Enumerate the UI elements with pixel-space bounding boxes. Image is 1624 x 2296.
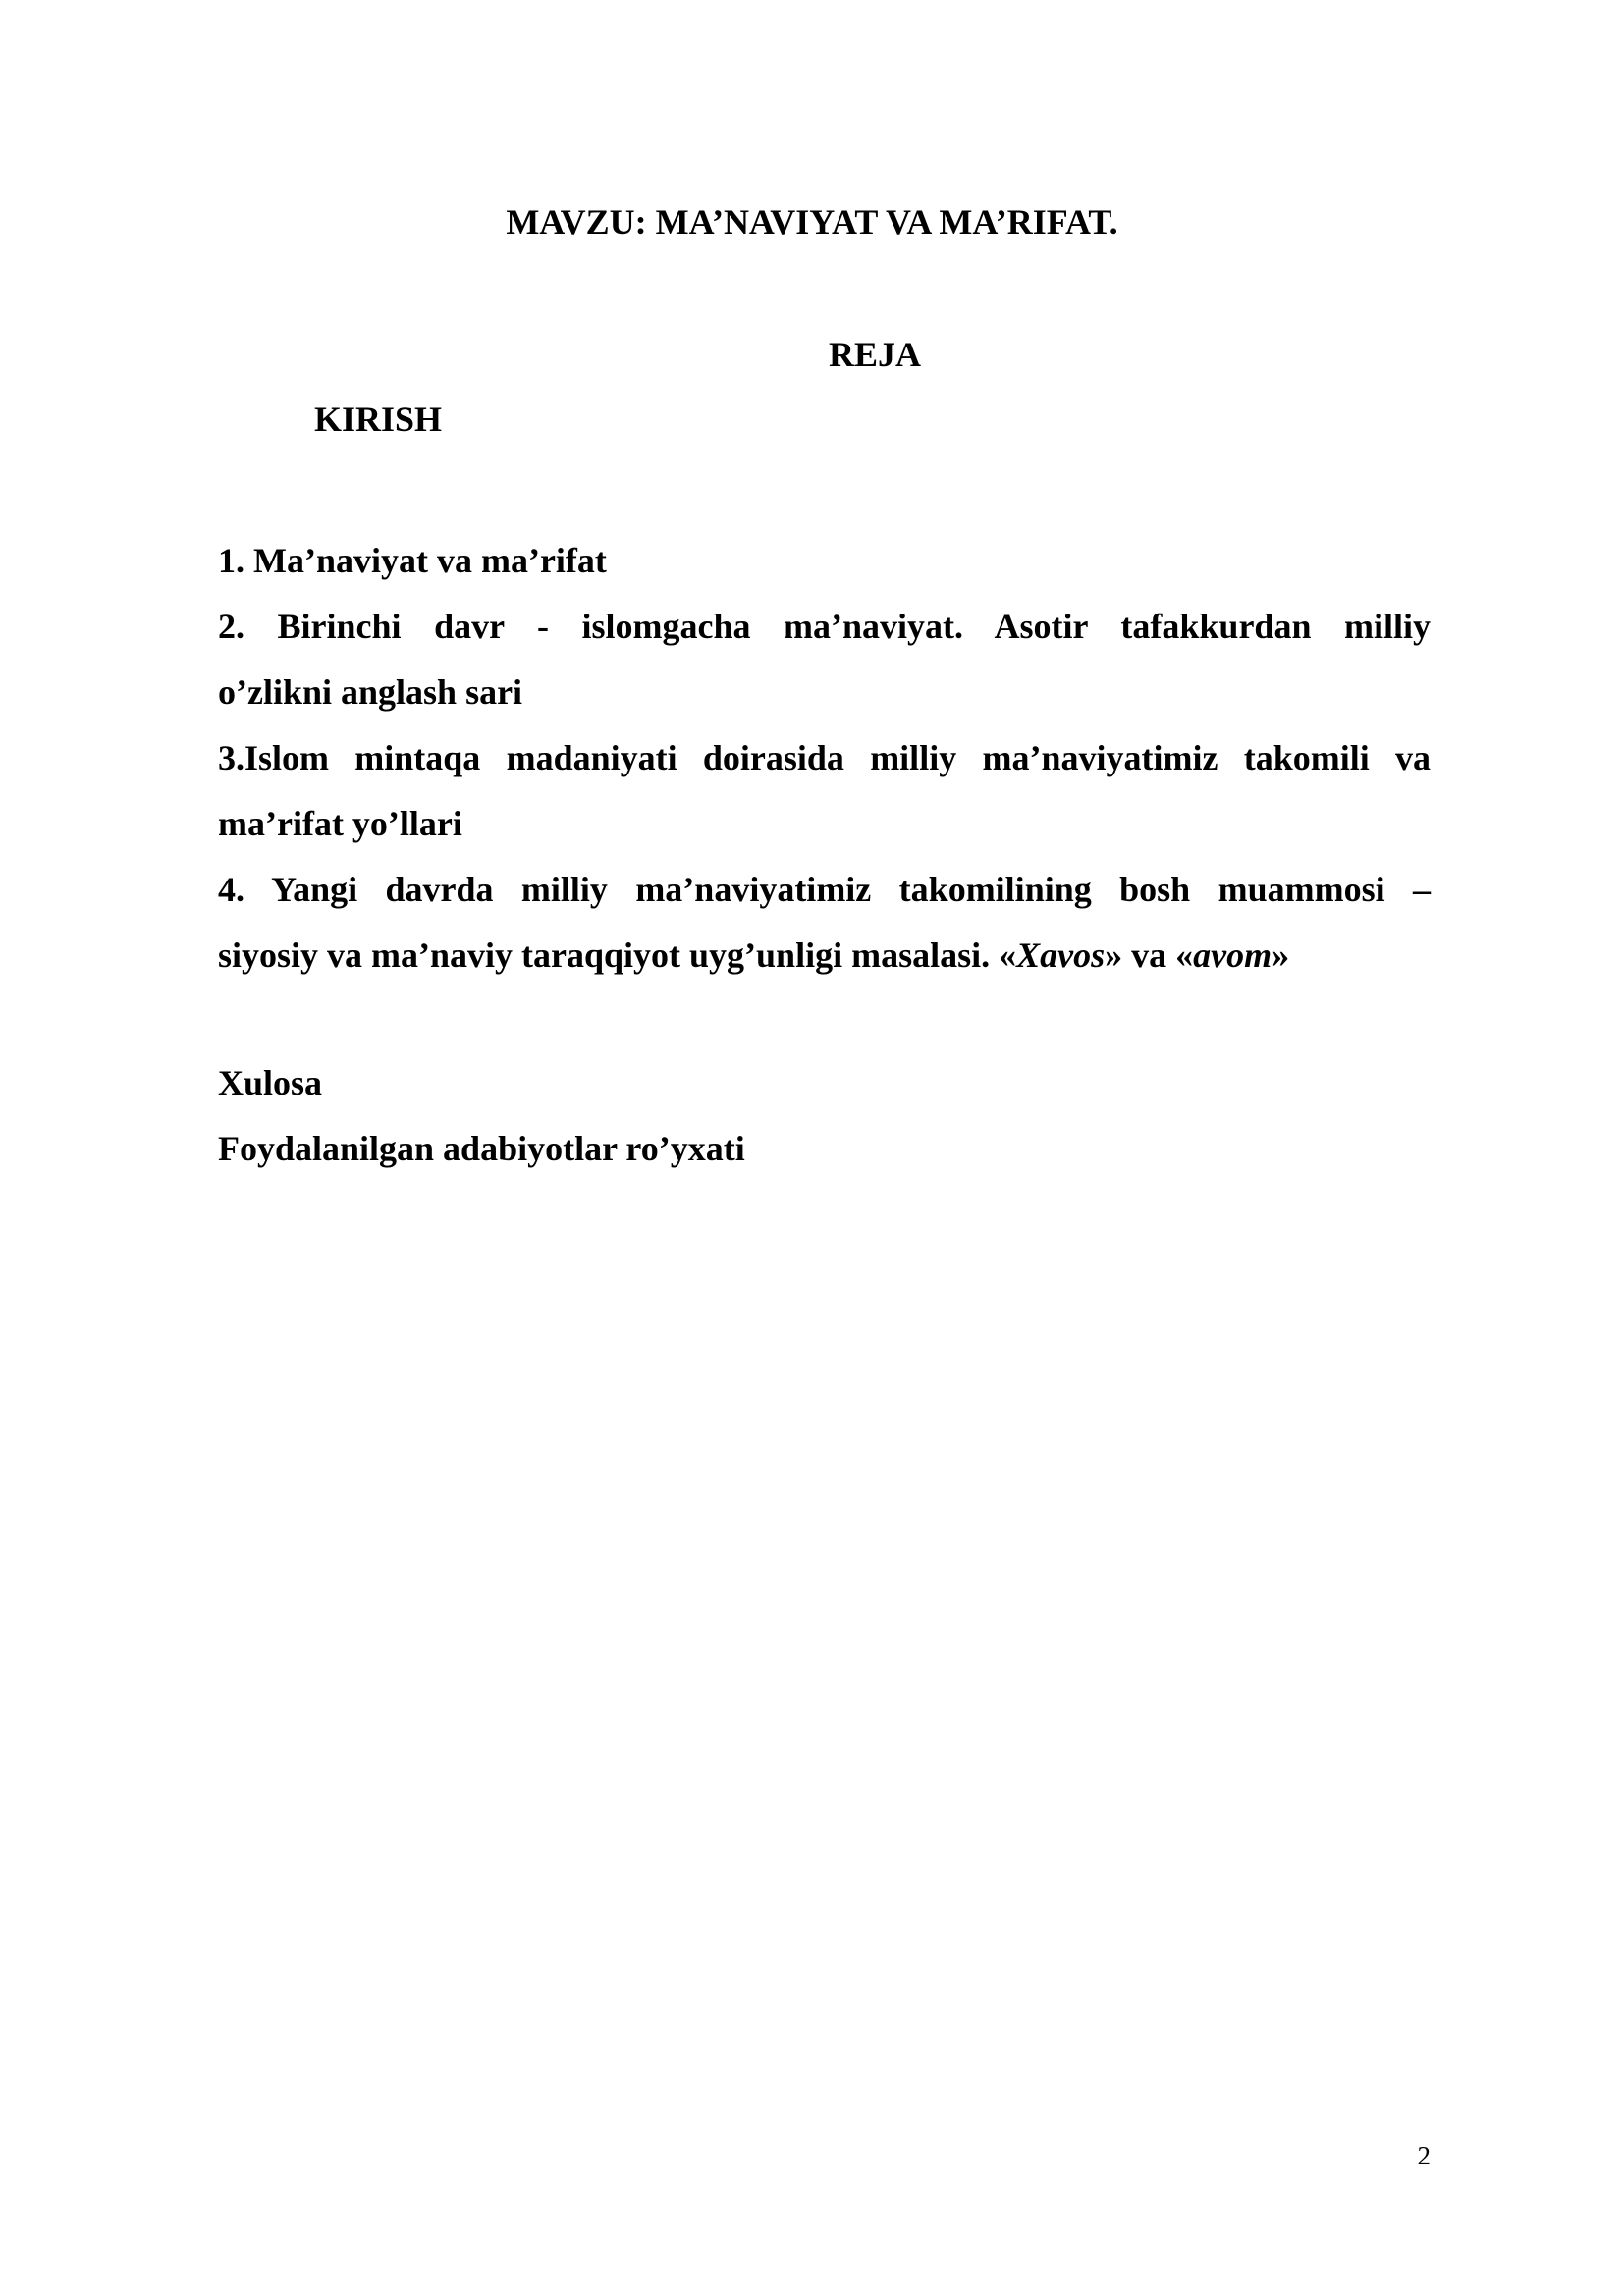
plan-item-4-italic-xavos: Xavos — [1016, 935, 1106, 975]
plan-item-4-italic-avom: avom — [1193, 935, 1272, 975]
plan-item-3-line-1: 3.Islom mintaqa madaniyati doirasida milliy ma’naviyatimiz takomili va — [218, 738, 1431, 777]
plan-item-4-line-2-suffix: » — [1272, 935, 1290, 975]
page-title: MAVZU: MA’NAVIYAT VA MA’RIFAT. — [506, 202, 1118, 241]
plan-item-4-line-2-mid: » va « — [1105, 935, 1194, 975]
closing-sections — [218, 1050, 745, 1182]
plan-item-4 — [218, 857, 1431, 988]
conclusion-heading: Xulosa — [218, 1063, 323, 1102]
plan-item-2 — [218, 594, 1431, 725]
plan-item-4-line-2 — [218, 923, 1431, 988]
plan-item-2-line-2: o’zlikni anglash sari — [218, 672, 523, 712]
plan-item-1-text: 1. Ma’naviyat va ma’rifat — [218, 541, 607, 580]
plan-item-3-line-2: ma’rifat yo’llari — [218, 804, 462, 843]
plan-list — [218, 528, 1431, 988]
plan-item-4-line-1: 4. Yangi davrda milliy ma’naviyatimiz takomilining bosh muammosi – — [218, 870, 1431, 909]
plan-item-2-line-1: 2. Birinchi davr - islomgacha ma’naviyat. Asotir tafakkurdan milliy — [218, 607, 1431, 646]
intro-heading: KIRISH — [314, 400, 443, 439]
plan-item-4-line-2-prefix: siyosiy va ma’naviy taraqqiyot uyg’unligi masalasi. « — [218, 935, 1017, 975]
plan-item-3 — [218, 725, 1431, 857]
plan-heading: REJA — [829, 335, 922, 374]
references-heading: Foydalanilgan adabiyotlar ro’yxati — [218, 1129, 745, 1168]
plan-item-1 — [218, 528, 1431, 594]
page-number: 2 — [1417, 2141, 1431, 2170]
